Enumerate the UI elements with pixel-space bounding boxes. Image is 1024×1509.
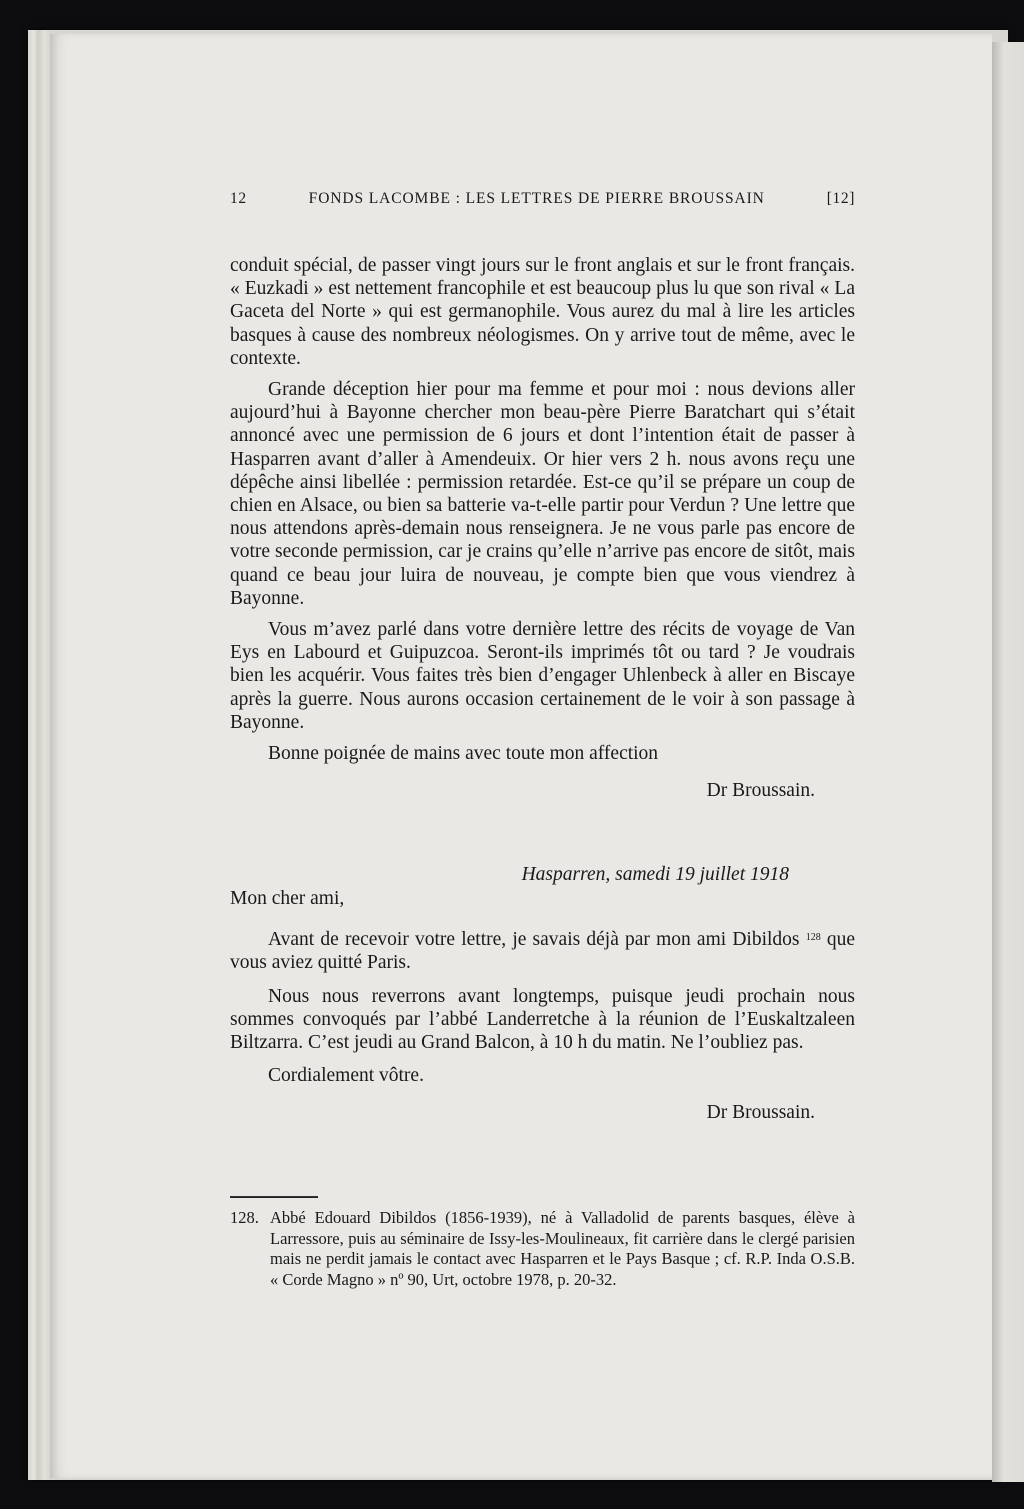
letter-2-signature: Dr Broussain. [706, 1102, 815, 1124]
letter-1-paragraph: Vous m’avez parlé dans votre dernière lettre des récits de voyage de Van Eys en Labourd et Guipuzcoa. Seront-ils imprimés tôt ou tard ? Je voudrais bien les acquérir. Vous faites très bien d’engager Uhlenbeck à aller en Biscaye après la guerre. Nous aurons occasion certainement de le voir à son passage à Bayonne. [230, 619, 855, 733]
letter-2-paragraph [230, 928, 855, 974]
letter-1-closing: Bonne poignée de mains avec toute mon affection [268, 743, 659, 765]
running-header [230, 190, 855, 230]
letter-2-dateline: Hasparren, samedi 19 juillet 1918 [521, 864, 789, 886]
footnote-reference[interactable]: 128 [805, 932, 821, 944]
letter-2-closing: Cordialement vôtre. [268, 1065, 424, 1087]
running-title: FONDS LACOMBE : LES LETTRES DE PIERRE BROUSSAIN [308, 190, 765, 207]
footnote [230, 1208, 855, 1290]
page-content [230, 190, 855, 1290]
page-number: 12 [230, 190, 247, 207]
letter-2-p1-text: Avant de recevoir votre lettre, je savais déjà par mon ami Dibildos [268, 929, 800, 951]
letter-1-paragraph: Grande déception hier pour ma femme et pour moi : nous devions aller aujourd’hui à Bayonne chercher mon beau-père Pierre Baratchart qui s’était annoncé avec une permission de 6 jours et dont l’intention était de passer à Hasparren avant d’aller à Amendeuix. Or hier vers 2 h. nous avons reçu une dépêche ainsi libellée : permission retardée. Est-ce qu’il se prépare un coup de chien en Alsace, ou bien sa batterie va-t-elle partir pour Verdun ? Une lettre que nous attendons après-demain nous renseignera. Je ne vous parle pas encore de votre seconde permission, car je crains qu’elle n’arrive pas encore de sitôt, mais quand ce beau jour luira de nouveau, je compte bien que vous viendrez à Bayonne. [230, 379, 855, 609]
facing-page-edge [992, 42, 1024, 1482]
letter-2-salutation: Mon cher ami, [230, 888, 345, 910]
letter-2-paragraph: Nous nous reverrons avant longtemps, puisque jeudi prochain nous sommes convoqués par l’abbé Landerretche à la réunion de l’Euskaltzaleen Biltzarra. C’est jeudi au Grand Balcon, à 10 h du matin. Ne l’oubliez pas. [230, 985, 855, 1054]
letter-1 [230, 254, 855, 802]
footnote-text: Abbé Edouard Dibildos (1856-1939), né à Valladolid de parents basques, élève à Larressore, puis au séminaire de Issy-les-Moulineaux, fit carrière dans le clergé parisien mais ne perdit jamais le contact avec Hasparren et le Pays Basque ; cf. R.P. Inda O.S.B. « Corde Magno » nº 90, Urt, octobre 1978, p. 20-32. [270, 1208, 855, 1289]
letter-1-signature: Dr Broussain. [706, 780, 815, 802]
letter-1-paragraph: conduit spécial, de passer vingt jours sur le front anglais et sur le front français. « Euzkadi » est nettement francophile et est beaucoup plus lu que son rival « La Gaceta del Norte » qui est germanophile. Vous aurez du mal à lire les articles basques à cause des nombreux néologismes. On y arrive tout de même, avec le contexte. [230, 255, 855, 369]
footnote-rule [230, 1196, 318, 1198]
letter-2 [230, 928, 855, 1124]
page-reference: [12] [826, 190, 855, 207]
letter-2-p1-end: que vous aviez quitté Paris. [230, 929, 856, 974]
footnote-number: 128. [230, 1208, 259, 1228]
